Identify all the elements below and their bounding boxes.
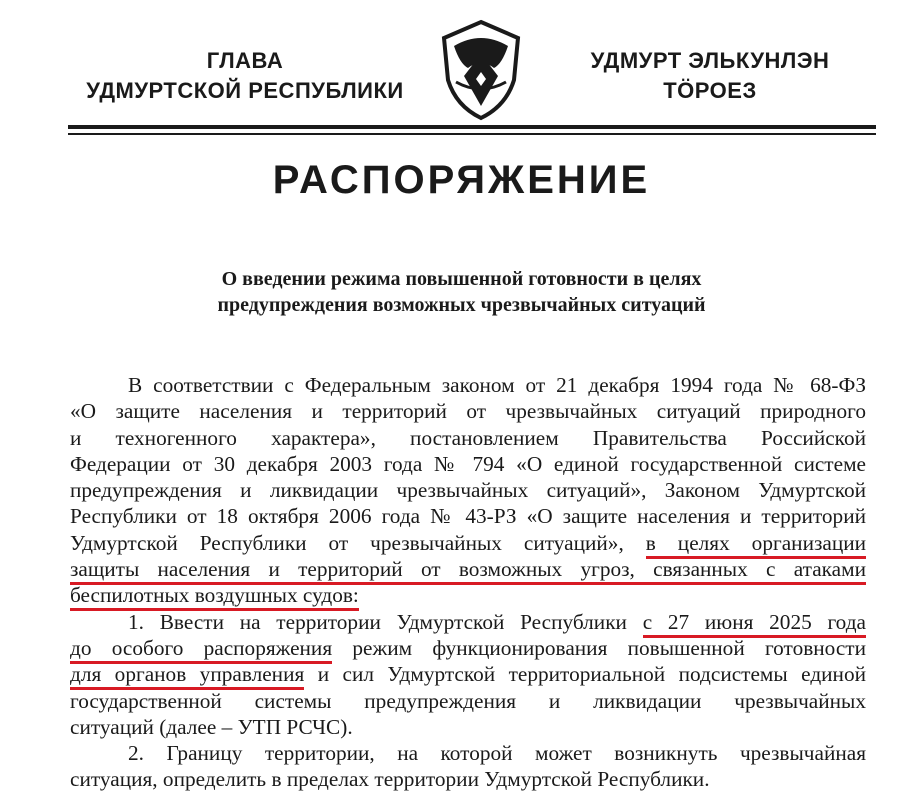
- body-line: [70, 556, 866, 582]
- body-line: ситуация, определить в пределах территории Удмуртской Республики.: [70, 767, 710, 792]
- highlighted-phrase: беспилотных воздушных судов:: [70, 583, 359, 611]
- body-line: Федерации от 30 декабря 2003 года № 794 «О единой государственной системе: [70, 451, 866, 476]
- body-text: режим функционирования повышенной готовности: [352, 635, 867, 660]
- document-body: [70, 372, 866, 793]
- body-line: и техногенного характера», постановлением Правительства Российской: [70, 425, 866, 450]
- issuer-block-udmurt: [560, 46, 860, 106]
- highlighted-phrase: защиты населения и территорий от возможных угроз, связанных с атаками: [70, 557, 866, 585]
- body-line: [70, 661, 866, 687]
- body-line: Республики от 18 октября 2006 года № 43-РЗ «О защите населения и территорий: [70, 504, 866, 529]
- highlighted-phrase: до особого распоряжения: [70, 636, 332, 664]
- body-line: ситуаций (далее – УТП РСЧС).: [70, 714, 353, 739]
- document-subject: [60, 266, 863, 318]
- body-line: [70, 582, 866, 608]
- body-line: [70, 740, 866, 766]
- issuer-ru-line1: ГЛАВА: [206, 48, 284, 73]
- body-line: [70, 530, 866, 556]
- header-divider-thin: [68, 133, 876, 135]
- issuer-udm-line1: УДМУРТ ЭЛЬКУНЛЭН: [590, 48, 830, 73]
- issuer-ru-line2: УДМУРТСКОЙ РЕСПУБЛИКИ: [86, 78, 404, 103]
- highlighted-phrase: в целях организации: [646, 531, 866, 559]
- issuer-udm-line2: ТӦРОЕЗ: [663, 78, 757, 103]
- coat-of-arms-icon: [436, 18, 526, 122]
- body-line: «О защите населения и территорий от чрезвычайных ситуаций природного: [70, 399, 866, 424]
- issuer-block-russian: [60, 46, 430, 106]
- subject-line2: предупреждения возможных чрезвычайных ситуаций: [217, 294, 706, 316]
- highlighted-date: с 27 июня 2025 года: [643, 610, 866, 638]
- body-line: государственной системы предупреждения и ликвидации чрезвычайных: [70, 688, 866, 713]
- body-line: [70, 635, 866, 661]
- body-text: и сил Удмуртской территориальной подсистемы единой: [317, 662, 866, 687]
- body-text: 1. Ввести на территории Удмуртской Республики: [128, 609, 627, 634]
- subject-line1: О введении режима повышенной готовности в целях: [221, 268, 702, 290]
- highlighted-phrase: для органов управления: [70, 662, 304, 690]
- body-line: предупреждения и ликвидации чрезвычайных ситуаций», Законом Удмуртской: [70, 478, 866, 503]
- body-line: [70, 609, 866, 635]
- body-text: В соответствии с Федеральным законом от 21 декабря 1994 года № 68-ФЗ: [128, 373, 866, 397]
- body-text: Удмуртской Республики от чрезвычайных ситуаций»,: [70, 530, 624, 555]
- body-text: 2. Границу территории, на которой может возникнуть чрезвычайная: [128, 741, 866, 766]
- body-line: [70, 372, 866, 398]
- header-divider-thick: [68, 125, 876, 129]
- document-title: РАСПОРЯЖЕНИЕ: [272, 158, 651, 202]
